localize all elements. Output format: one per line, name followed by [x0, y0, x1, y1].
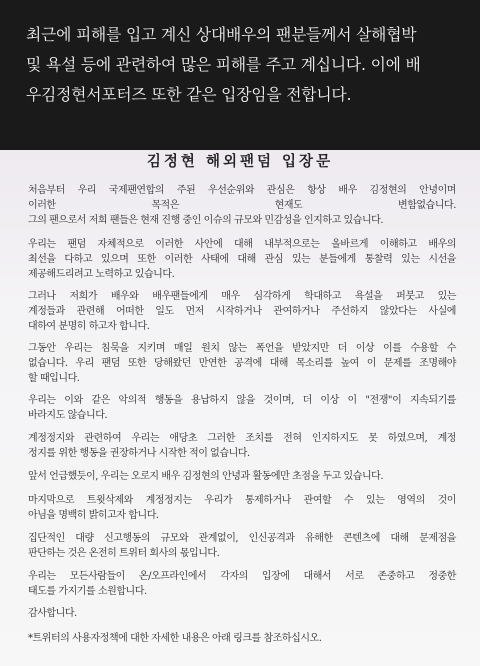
statement-paragraph — [28, 237, 456, 282]
statement-paragraph — [28, 289, 456, 334]
statement-image — [0, 150, 480, 666]
statement-line: 태도를 가지기를 소원합니다. — [28, 586, 147, 597]
statement-line: 바라지도 않습니다. — [28, 410, 108, 421]
statement-line: 최선을 다하고 있으며 또한 이러한 사태에 대해 관심 있는 분들에게 통찰력 있는 시선을 — [28, 254, 456, 265]
statement-line: 감사합니다. — [28, 608, 77, 619]
statement-line: 마지막으로 트윗삭제와 계정정지는 우리가 통제하거나 관여할 수 있는 영역의 것이 — [28, 495, 456, 506]
statement-paragraph — [28, 393, 456, 423]
statement-paragraph — [28, 183, 456, 228]
statement-paragraph — [28, 531, 456, 561]
statement-line: 제공해드리려고 노력하고 있습니다. — [28, 269, 175, 280]
statement-line: 처음부터 우리 국제팬연합의 주된 우선순위와 관심은 항상 배우 김정현의 안녕이며 — [28, 185, 456, 196]
statement-line: 앞서 언급했듯이, 우리는 오로지 배우 김정현의 안녕과 활동에만 초점을 두고 있습니다. — [28, 471, 384, 482]
statement-paragraph — [28, 341, 456, 386]
statement-line: 없습니다. 우리 팬덤 또한 당해왔던 만연한 공격에 대해 목소리를 높여 이 문제를 조명해야 — [28, 358, 456, 369]
statement-paragraph — [28, 469, 456, 484]
statement-line: 우리는 이와 같은 악의적 행동을 용납하지 않을 것이며, 더 이상 이 "전쟁"이 지속되기를 — [28, 395, 456, 406]
statement-line: 집단적인 대량 신고행동의 규모와 관계없이, 인신공격과 유해한 콘텐츠에 대해 문제점을 — [28, 533, 456, 544]
statement-line: 우리는 모든사람들이 온/오프라인에서 각자의 입장에 대해서 서로 존중하고 정중한 — [28, 571, 456, 582]
statement-line: 할 때입니다. — [28, 373, 80, 384]
document-title: 김정현 해외팬덤 입장문 — [146, 153, 334, 170]
statement-line: 이러한 목적은 현재도 변함없습니다. — [28, 200, 456, 211]
statement-line: 그동안 우리는 침묵을 지키며 매일 원치 않는 폭언을 받았지만 더 이상 이를 수용할 수 — [28, 343, 456, 354]
statement-line: 판단하는 것은 온전히 트위터 회사의 몫입니다. — [28, 548, 220, 559]
statement-line: 그의 팬으로서 저희 팬들은 현재 진행 중인 이슈의 규모와 민감성을 인지하고 있습니다. — [28, 215, 384, 226]
statement-paragraph — [28, 431, 456, 461]
post-text — [0, 0, 480, 150]
post-text-line: 및 욕설 등에 관련하여 많은 피해를 주고 계십니다. 이에 배 — [26, 55, 421, 74]
statement-line: 계정들과 관련해 어떠한 일도 먼저 시작하거나 관여하거나 주선하지 않았다는 사실에 — [28, 306, 456, 317]
statement-line: *트위터의 사용자정책에 대한 자세한 내용은 아래 링크를 참조하십시오. — [28, 633, 322, 644]
statement-line: 계정정지와 관련하여 우리는 애당초 그러한 조치를 전혀 인지하지도 못 하였으며, 계정 — [28, 433, 456, 444]
statement-line: 정지를 위한 행동을 권장하거나 시작한 적이 없습니다. — [28, 448, 250, 459]
statement-paragraph — [28, 569, 456, 599]
post-text-line: 우김정현서포터즈 또한 같은 입장임을 전합니다. — [26, 85, 352, 104]
statement-line: 아님을 명백히 밝히고자 합니다. — [28, 510, 159, 521]
post-text-line: 최근에 피해를 입고 계신 상대배우의 팬분들께서 살해협박 — [26, 25, 417, 44]
statement-line: 우리는 팬덤 자체적으로 이러한 사안에 대해 내부적으로는 올바르게 이해하고 배우의 — [28, 239, 456, 250]
statement-paragraph — [28, 606, 456, 621]
statement-paragraph — [28, 493, 456, 523]
statement-paragraph — [28, 631, 456, 646]
statement-line: 대하여 분명히 하고자 합니다. — [28, 321, 150, 332]
statement-line: 그러나 저희가 배우와 배우팬들에게 매우 심각하게 학대하고 욕설을 퍼붓고 있는 — [28, 291, 456, 302]
